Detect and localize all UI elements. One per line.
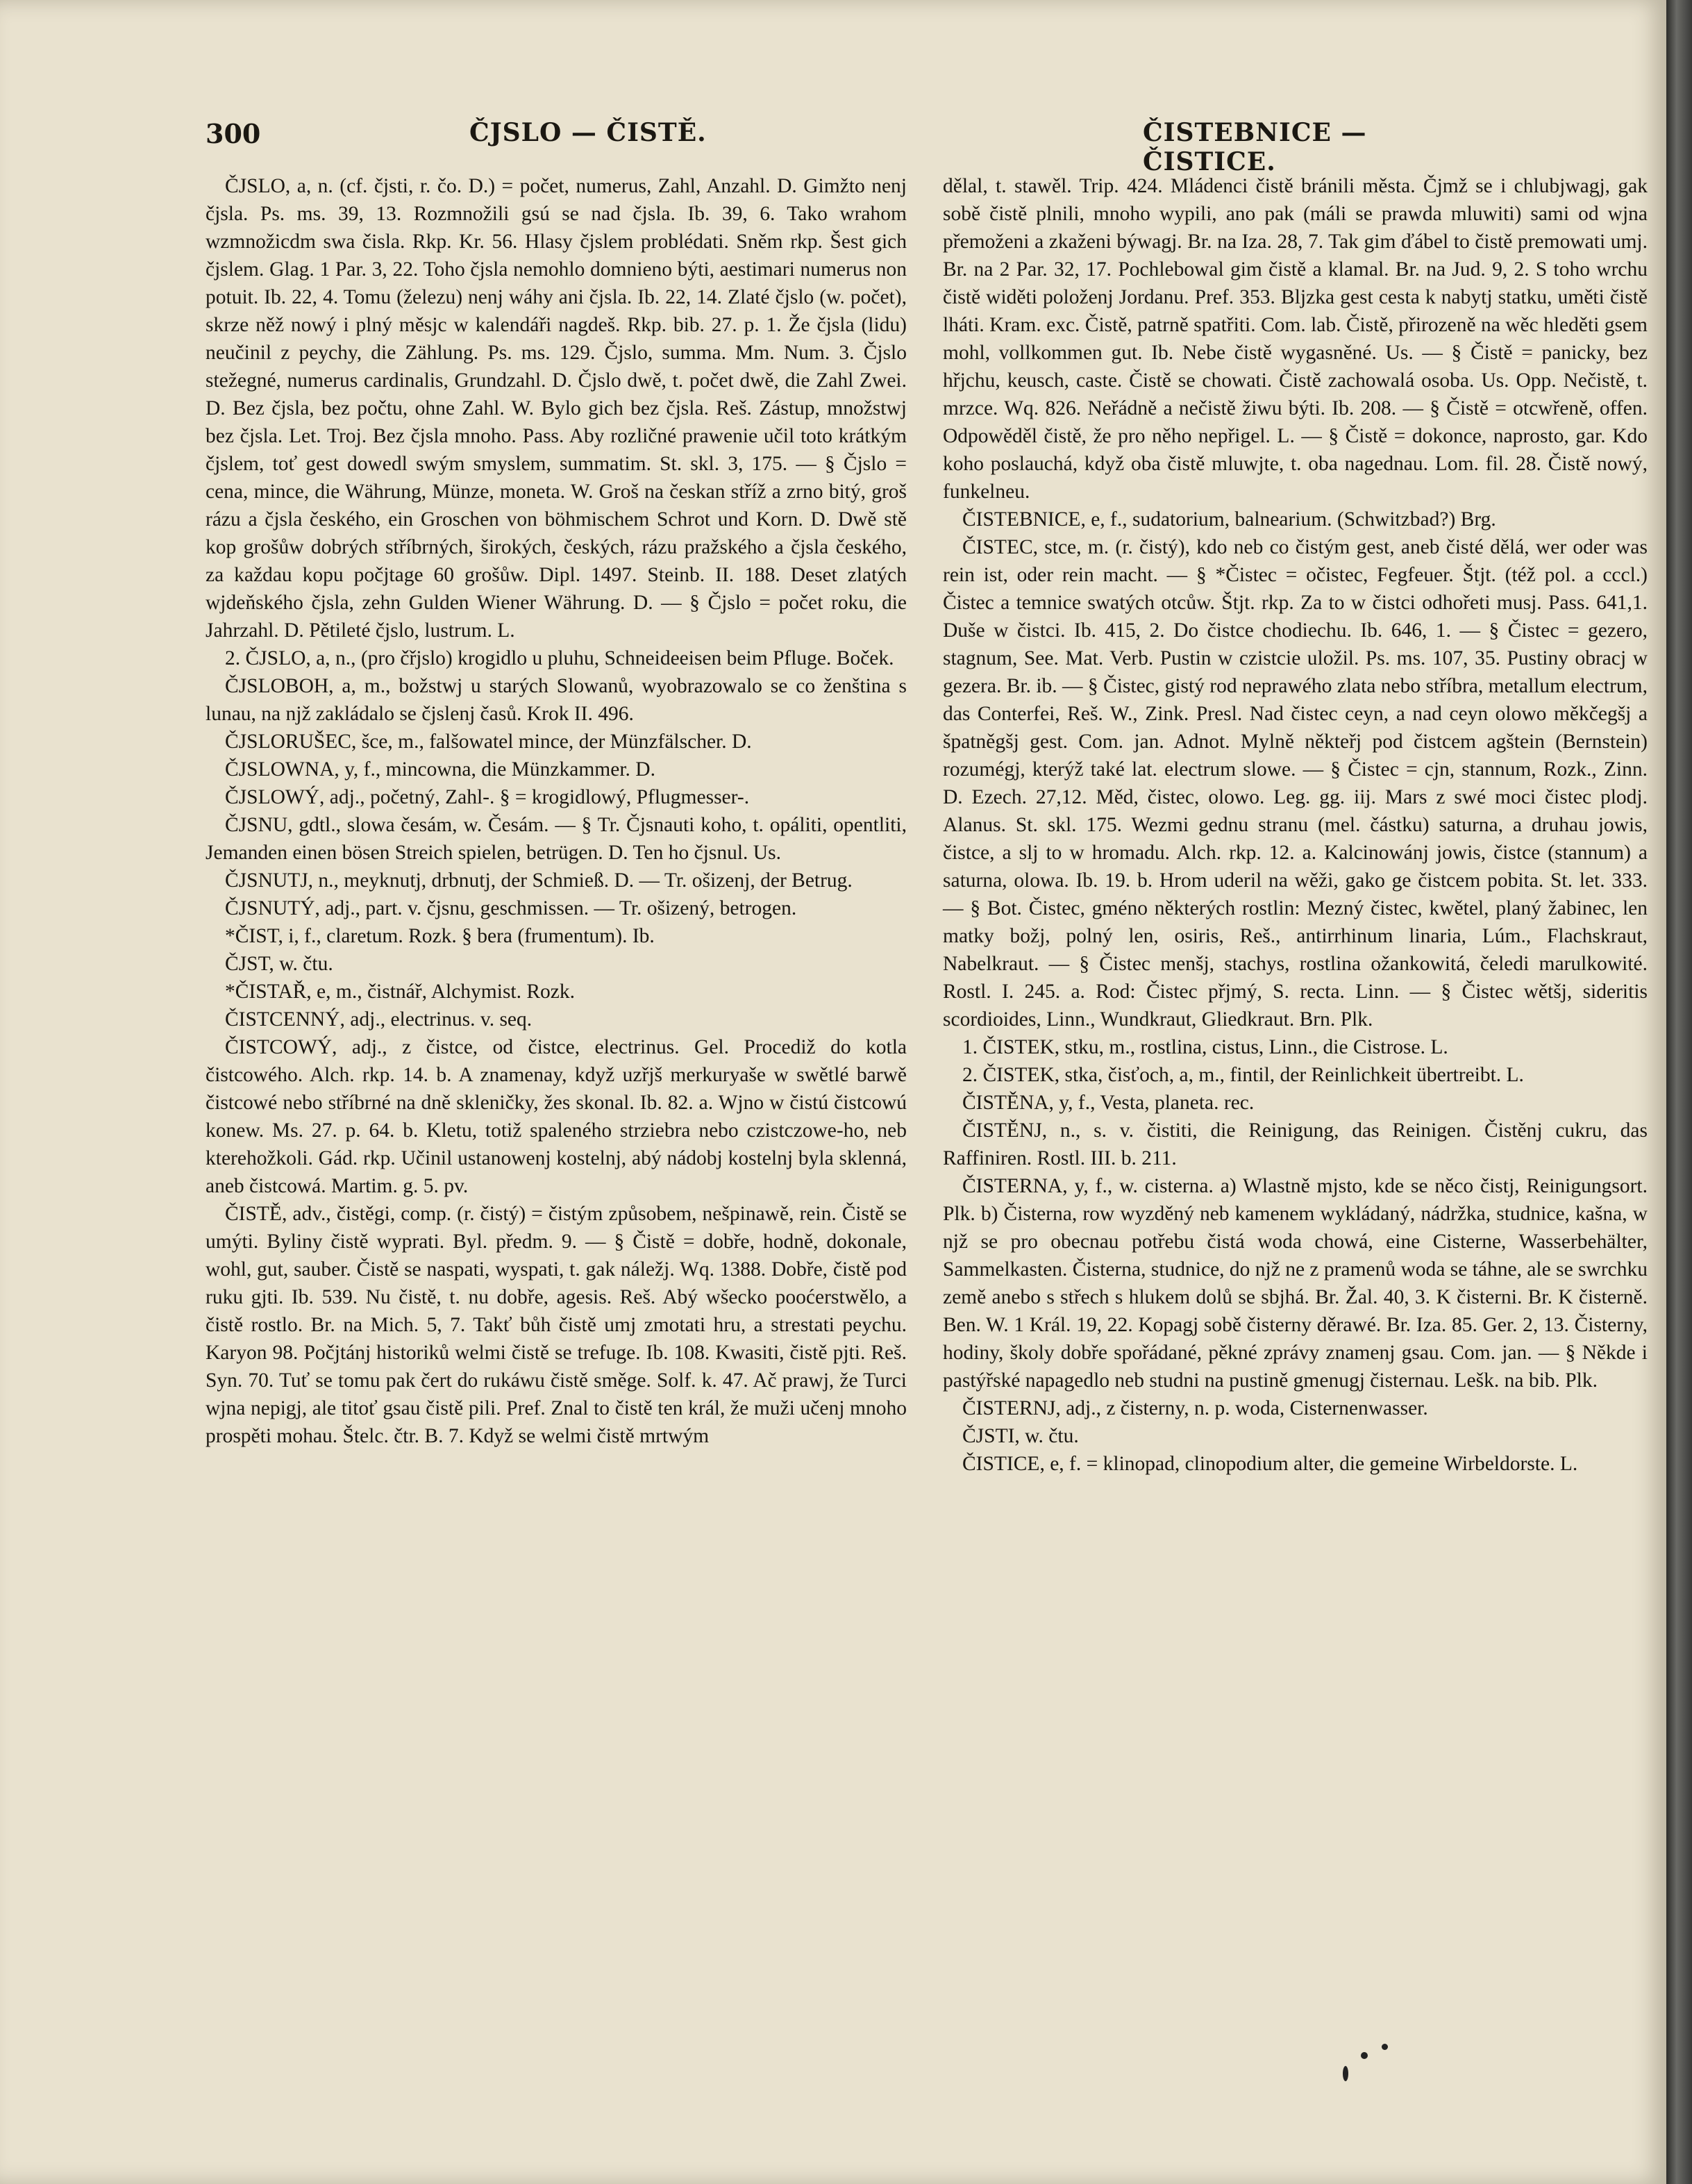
ink-specks	[1333, 2038, 1416, 2101]
entry-ciste-continued: dělal, t. stawěl. Trip. 424. Mládenci čistě bránili města. Čjmž se i chlubjwagj, gak sobě čistě plnili, mnoho wypili, ano pak (máli se prawda mluwiti) sami od wjna přemoženi a zkaženi býwagj. Br. na Iza. 28, 7. Tak gim ďábel to čistě premowati umj. Br. na 2 Par. 32, 17. Pochlebowal gim čistě a klamal. Br. na Jud. 9, 2. S toho wrchu čistě widěti položenj Jordanu. Pref. 353. Bljzka gest cesta k nabytj statku, uměti čistě lháti. Kram. exc. Čistě, patrně spatřiti. Com. lab. Čistě, přirozeně na wěc hleděti gsem mohl, vollkommen gut. Ib. Nebe čistě wygasněné. Us. — § Čistě = panicky, bez hřjchu, keusch, caste. Čistě se chowati. Čistě zachowalá osoba. Us. Opp. Nečistě, t. mrzce. Wq. 826. Neřádně a nečistě žiwu býti. Ib. 208. — § Čistě = otcwřeně, offen. Odpowěděl čistě, že pro něho nepřigel. L. — § Čistě = dokonce, naprosto, gar. Kdo koho poslauchá, když oba čistě mluwjte, t. oba nagednau. Lom. fil. 28. Čistě nowý, funkelneu.	[943, 175, 1648, 503]
entry-cjslowy: ČJSLOWÝ, adj., početný, Zahl-. § = krogidlowý, Pflugmesser-.	[225, 786, 750, 808]
entry-cistebnice: ČISTEBNICE, e, f., sudatorium, balnearium. (Schwitzbad?) Brg.	[962, 508, 1496, 531]
entry-cistenj: ČISTĚNJ, n., s. v. čistiti, die Reinigung, das Reinigen. Čistěnj cukru, das Raffiniren. Rostl. III. b. 211.	[943, 1119, 1648, 1169]
entry-cistena: ČISTĚNA, y, f., Vesta, planeta. rec.	[962, 1092, 1255, 1114]
entry-cjslo-2: 2. ČJSLO, a, n., (pro čřjslo) krogidlo u pluhu, Schneideeisen beim Pfluge. Boček.	[225, 647, 894, 669]
entry-cjsnutj: ČJSNUTJ, n., meyknutj, drbnutj, der Schmieß. D. — Tr. ošizenj, der Betrug.	[225, 869, 853, 892]
entry-cistcenny: ČISTCENNÝ, adj., electrinus. v. seq.	[225, 1008, 533, 1031]
entry-cistec: ČISTEC, stce, m. (r. čistý), kdo neb co čistým gest, aneb čisté dělá, wer oder was rein ist, oder rein macht. — § *Čistec = očistec, Fegfeuer. Štjt. (též pol. a cccl.) Čistec a temnice swatých otcůw. Štjt. rkp. Za to w čistci odhořeti musj. Pass. 641,1. Duše w čistci. Ib. 415, 2. Do čistce chodiechu. Ib. 646, 1. — § Čistec = gezero, stagnum, See. Mat. Verb. Pustin w czistcie uložil. Ps. ms. 107, 35. Pustiny obracj w gezera. Br. ib. — § Čistec, gistý rod neprawého zlata nebo stříbra, metallum electrum, das Conterfei, Reš. W., Zink. Presl. Nad čistec ceyn, a nad ceyn olowo měkčegšj a špatněgšj gest. Com. jan. Adnot. Mylně někteřj pod čistcem agštein (Bernstein) rozumégj, kterýž také lat. electrum slowe. — § Čistec = cjn, stannum, Rozk., Zinn. D. Ezech. 27,12. Měd, čistec, olowo. Leg. gg. iij. Mars z swé moci čistec plodj. Alanus. St. skl. 175. Wezmi gednu stranu (mel. částku) saturna, a druhau jowis, čistce, a slj to w hromadu. Alch. rkp. 12. a. Kalcinowánj jowis, čistce (stannum) a saturna, olowa. Ib. 19. b. Hrom uderil na wěži, gako ge čistcem pobita. St. let. 333. — § Bot. Čistec, gméno některých rostlin: Mezný čistec, kwětel, planý žabinec, len matky božj, polný len, osiris, Reš., antirrhinum linaria, Lúm., Flachskraut, Nabelkraut. — § Čistec menšj, stachys, rostlina ožankowitá, čeledi marulkowité. Rostl. I. 245. a. Rod: Čistec přjmý, S. recta. Linn. — § Čistec wětšj, sideritis scordioides, Linn., Wundkraut, Gliedkraut. Brn. Plk.	[943, 536, 1648, 1031]
page-edge	[1666, 0, 1692, 2184]
entry-cjsnuty: ČJSNUTÝ, adj., part. v. čjsnu, geschmissen. — Tr. ošizený, betrogen.	[225, 897, 797, 919]
entry-cjslorusec: ČJSLORUŠEC, šce, m., falšowatel mince, der Münzfälscher. D.	[225, 731, 752, 753]
entry-cjsti: ČJSTI, w. čtu.	[962, 1425, 1079, 1447]
entry-cjsloboh: ČJSLOBOH, a, m., božstwj u starých Slowanů, wyobrazowalo se co ženština s lunau, na njž zakládalo se čjslenj časů. Krok II. 496.	[206, 675, 907, 725]
entry-cist: *ČIST, i, f., claretum. Rozk. § bera (frumentum). Ib.	[225, 925, 655, 947]
entry-cjst: ČJST, w. čtu.	[225, 953, 333, 975]
entry-cistcowy: ČISTCOWÝ, adj., z čistce, od čistce, electrinus. Gel. Procediž do kotla čistcowého. Alch. rkp. 14. b. A znamenay, když uzřjš merkuryaše w swětlé barwě čistcowé nebo stříbrné na dně skleničky, žes skonal. Ib. 82. a. Wjno w čistú čistcowú konew. Ms. 27. p. 64. b. Kletu, totiž spaleného strziebra nebo czistczowe-ho, neb kterehožkoli. Gád. rkp. Učinil ustanowenj kostelnj, abý nádobj kostelnj byla sklenná, aneb čistcowá. Martim. g. 5. pv.	[206, 1036, 907, 1197]
ink-speck	[1343, 2066, 1348, 2081]
entry-cisterna: ČISTERNA, y, f., w. cisterna. a) Wlastně mjsto, kde se něco čistj, Reinigungsort. Plk. b) Čisterna, row wyzděný neb kamenem wykládaný, nádržka, studnice, kašna, w njž se pro obecnau potřebu čistá woda chowá, eine Cisterne, Wasserbehälter, Sammelkasten. Čisterna, studnice, do njž ne z pramenů woda se táhne, ale se swrchku země anebo s střech s hlukem dolů se sbjhá. Br. Žal. 40, 3. K čisterni. Br. K čisterně. Ben. W. 1 Král. 19, 22. Kopagj sobě čisterny děrawé. Br. Iza. 85. Ger. 2, 13. Čisterny, hodiny, školy dobře spořádané, pěkné zprávy znamenj gsau. Com. jan. — § Někde i pastýřské napagedlo neb studni na pustině gmenugj čisternau. Lešk. na bib. Plk.	[943, 1175, 1648, 1392]
page-number: 300	[206, 118, 261, 149]
running-head-right: ČISTEBNICE — ČISTICE.	[1143, 118, 1367, 176]
entry-ciste: ČISTĚ, adv., čistěgi, comp. (r. čistý) = čistým způsobem, nešpinawě, rein. Čistě se umýti. Byliny čistě wyprati. Byl. předm. 9. — § Čistě = dobře, hodně, dokonale, wohl, gut, sauber. Čistě se naspati, wyspati, t. gak náležj. Wq. 1388. Dobře, čistě pod ruku gjti. Ib. 539. Nu čistě, t. nu dobře, agesis. Reš. Abý wšecko pooćerstwělo, a čistě rostlo. Br. na Mich. 5, 7. Takť bůh čistě umj zmotati hru, a strestati peychu. Karyon 98. Počjtánj historiků welmi čistě se trefuge. Ib. 108. Kwasiti, čistě pjti. Reš. Syn. 70. Tuť se tomu pak čert do rukáwu čistě směge. Solf. k. 47. Ač prawj, že Turci wjna nepigj, ale titoť gsau čistě pili. Pref. Znal to čistě ten král, že muži učenj mnoho prospěti mohau. Štelc. čtr. B. 7. Když se welmi čistě mrtwým	[206, 1203, 907, 1447]
entry-cjslo: ČJSLO, a, n. (cf. čjsti, r. čo. D.) = počet, numerus, Zahl, Anzahl. D. Gimžto nenj čjsla. Ps. ms. 39, 13. Rozmnožili gsú se nad čjsla. Ib. 39, 6. Tako wrahom wzmnožicdm swa čisla. Rkp. Kr. 56. Hlasy čjslem problédati. Sněm rkp. Šest gich čjslem. Glag. 1 Par. 3, 22. Toho čjsla nemohlo domnieno býti, aestimari numerus non potuit. Ib. 22, 4. Tomu (železu) nenj wáhy ani čjsla. Ib. 22, 14. Zlaté čjslo (w. počet), skrze něž nowý i plný měsjc w kalendáři nagdeš. Rkp. bib. 27. p. 1. Že čjsla (lidu) neučinil z peychy, die Zählung. Ps. ms. 129. Čjslo, summa. Mm. Num. 3. Čjslo stežegné, numerus cardinalis, Grundzahl. D. Čjslo dwě, t. počet dwě, die Zahl Zwei. D. Bez čjsla, bez počtu, ohne Zahl. W. Bylo gich bez čjsla. Reš. Zástup, množstwj bez čjsla. Let. Troj. Bez čjsla mnoho. Pass. Aby rozličné prawenie učil toto krátkým čjslem, toť gest dowedl swým smyslem, summatim. St. skl. 3, 175. — § Čjslo = cena, mince, die Währung, Münze, moneta. W. Groš na českan stříž a zrno bitý, groš rázu a čjsla českého, ein Groschen von böhmischem Schrot und Korn. D. Dwě stě kop grošůw dobrých stříbrných, širokých, českých, rázu pražského a čjsla českého, za každau kopu počjtage 60 grošůw. Dipl. 1497. Steinb. II. 188. Deset zlatých wjdeňského čjsla, zehn Gulden Wiener Währung. D. — § Čjslo = počet roku, die Jahrzahl. D. Pětileté čjslo, lustrum. L.	[206, 175, 907, 642]
ink-speck	[1382, 2044, 1388, 2050]
entry-cisternj: ČISTERNJ, adj., z čisterny, n. p. woda, Cisternenwasser.	[962, 1397, 1428, 1419]
entry-cistice: ČISTICE, e, f. = klinopad, clinopodium alter, die gemeine Wirbeldorste. L.	[962, 1453, 1578, 1475]
entry-cistek-1: 1. ČISTEK, stku, m., rostlina, cistus, Linn., die Cistrose. L.	[962, 1036, 1448, 1058]
ink-speck	[1361, 2052, 1368, 2059]
left-column	[206, 172, 907, 1450]
entry-cjsnu: ČJSNU, gdtl., slowa česám, w. Česám. — § Tr. Čjsnauti koho, t. opáliti, opentliti, Jemanden einen bösen Streich spielen, betrügen. D. Ten ho čjsnul. Us.	[206, 814, 907, 864]
entry-cistar: *ČISTAŘ, e, m., čistnář, Alchymist. Rozk.	[225, 981, 576, 1003]
entry-cjslowna: ČJSLOWNA, y, f., mincowna, die Münzkammer. D.	[225, 758, 655, 781]
running-head-left: ČJSLO — ČISTĚ.	[469, 118, 707, 147]
page-header	[206, 118, 1441, 176]
right-column	[943, 172, 1648, 1478]
entry-cistek-2: 2. ČISTEK, stka, čisťoch, a, m., fintil, der Reinlichkeit übertreibt. L.	[962, 1064, 1524, 1086]
